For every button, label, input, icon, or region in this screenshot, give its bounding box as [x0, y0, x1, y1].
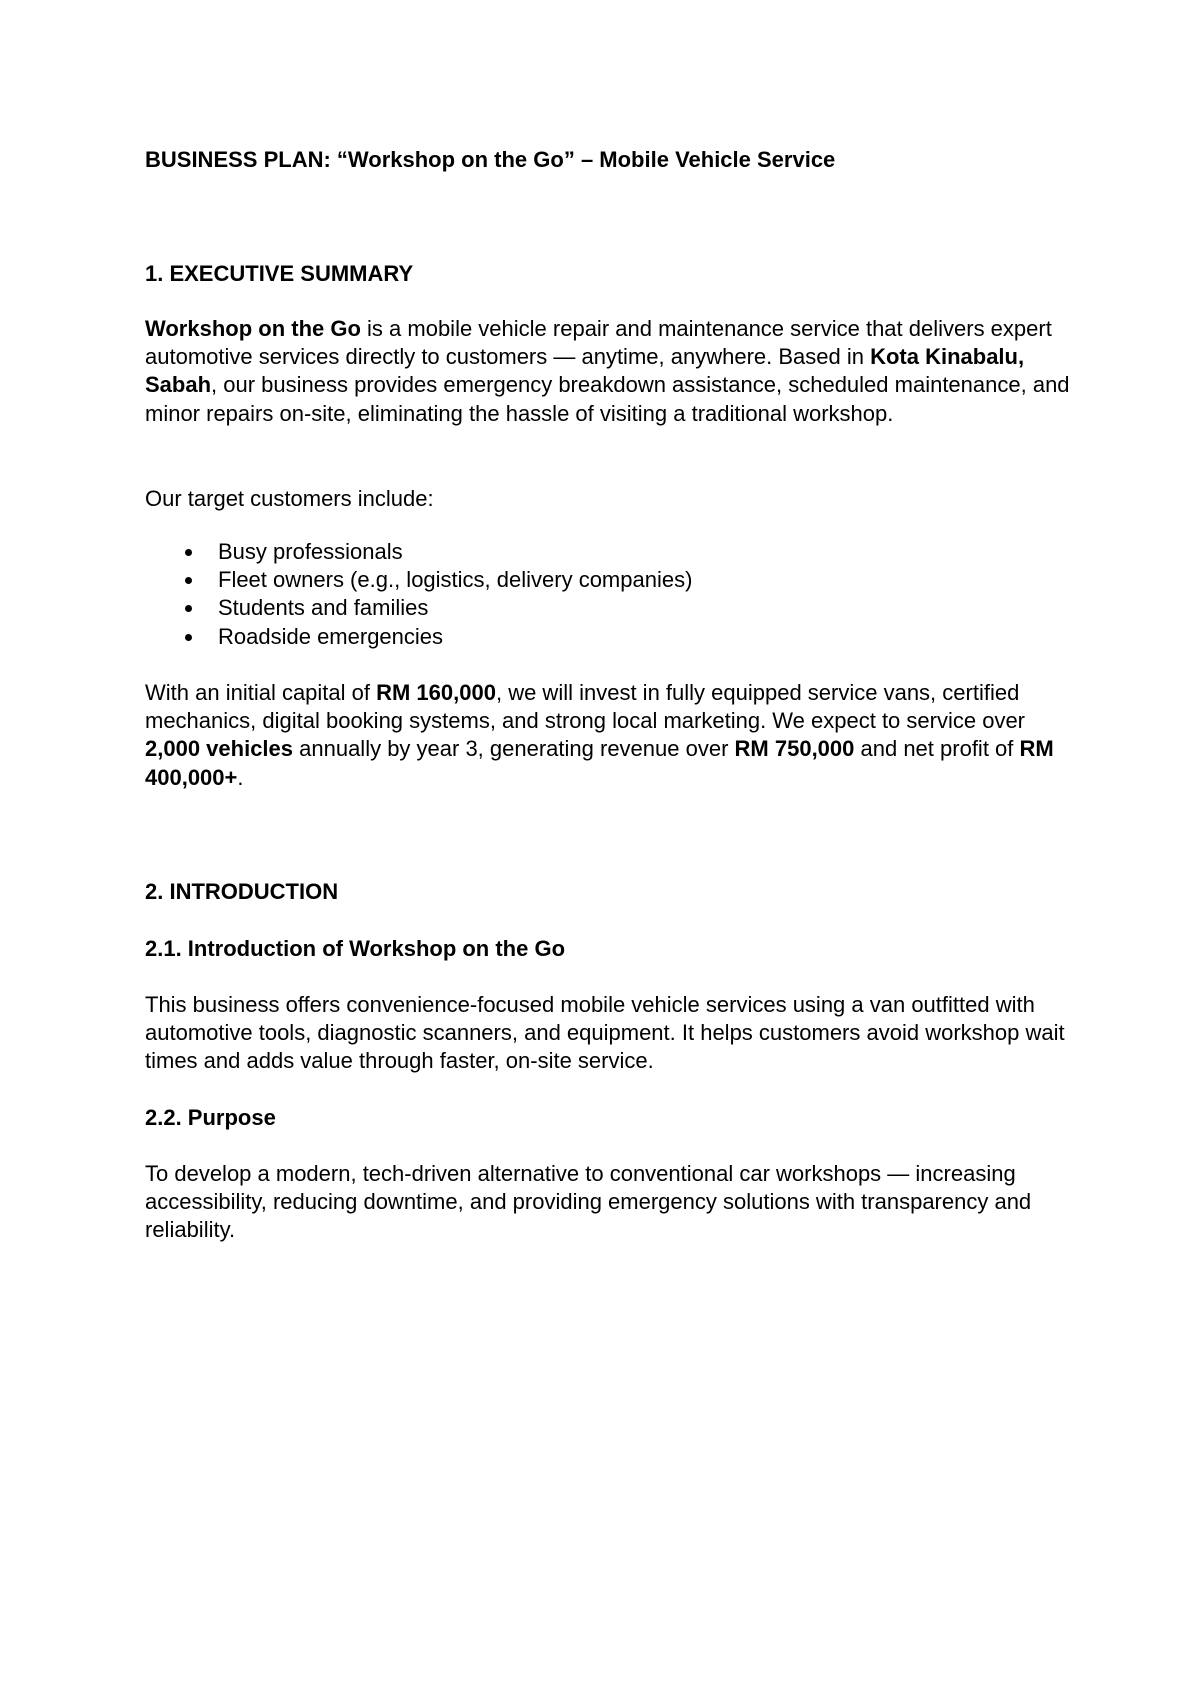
paragraph-text: , we will invest in fully equipped service vans, certified mechanics, digital booking systems, and strong local marketing. We expect to service over: [145, 680, 1025, 734]
bold-capital: RM 160,000: [376, 680, 496, 705]
paragraph-text: , our business provides emergency breakdown assistance, scheduled maintenance, and minor repairs on-site, eliminating the hassle of visiting a traditional workshop.: [145, 372, 1070, 426]
bullet-icon: [185, 549, 192, 556]
purpose-paragraph: To develop a modern, tech-driven alternative to conventional car workshops — increasing accessibility, reducing downtime, and providing emergency solutions with transparency and reliability.: [145, 1161, 1032, 1243]
paragraph-text: and net profit of: [854, 736, 1020, 762]
bullet-icon: [185, 634, 192, 641]
section-heading-executive-summary: 1. EXECUTIVE SUMMARY: [145, 261, 414, 286]
bold-net-profit: RM 400,000+: [145, 736, 1054, 790]
list-item-text: Busy professionals: [218, 539, 403, 564]
bold-vehicles: 2,000 vehicles: [145, 736, 294, 762]
subsection-heading-purpose: 2.2. Purpose: [145, 1105, 276, 1130]
list-item-text: Fleet owners (e.g., logistics, delivery companies): [218, 567, 693, 593]
capital-projection-paragraph: [145, 679, 1085, 792]
document-title: BUSINESS PLAN: “Workshop on the Go” – Mobile Vehicle Service: [145, 147, 836, 172]
bold-business-name: Workshop on the Go: [145, 316, 361, 341]
introduction-paragraph: This business offers convenience-focused mobile vehicle services using a van outfitted with automotive tools, diagnostic scanners, and equipment. It helps customers avoid workshop wait times and adds value through faster, on-site service.: [145, 992, 1065, 1074]
paragraph-text: With an initial capital of: [145, 680, 377, 705]
target-customers-intro: Our target customers include:: [145, 486, 434, 511]
list-item: [145, 566, 692, 594]
paragraph-text: annually by year 3, generating revenue over: [293, 736, 735, 762]
list-item: [145, 594, 692, 622]
bullet-icon: [185, 577, 192, 584]
paragraph-text: is a mobile vehicle repair and maintenance service that delivers expert automotive services directly to customers — anytime, anywhere. Based in: [145, 316, 1052, 370]
subsection-heading-introduction: 2.1. Introduction of Workshop on the Go: [145, 936, 566, 961]
list-item: [145, 623, 692, 651]
list-item: [145, 538, 692, 566]
paragraph-text: .: [237, 764, 244, 790]
executive-summary-paragraph: [145, 315, 1085, 428]
section-heading-introduction: 2. INTRODUCTION: [145, 879, 339, 904]
list-item-text: Students and families: [218, 595, 429, 621]
bold-location: Kota Kinabalu, Sabah: [145, 344, 1025, 398]
target-customers-list: [145, 538, 692, 651]
bullet-icon: [185, 605, 192, 612]
list-item-text: Roadside emergencies: [218, 623, 444, 649]
bold-revenue: RM 750,000: [734, 736, 855, 762]
